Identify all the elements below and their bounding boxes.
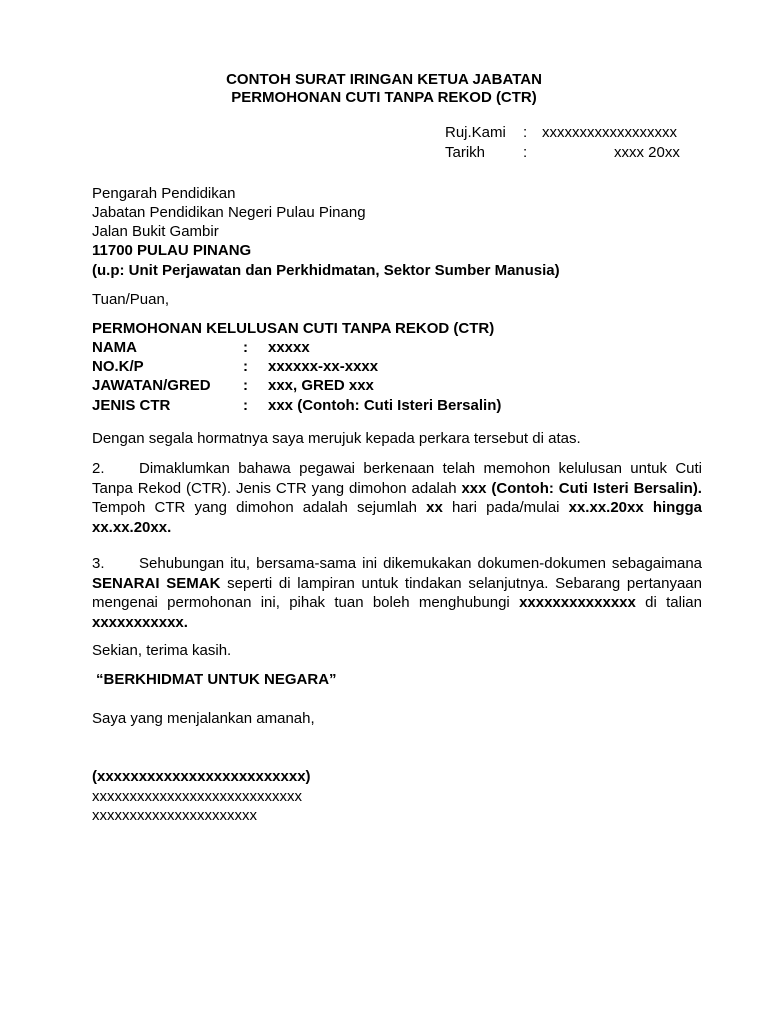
tarikh-colon: : — [523, 144, 528, 161]
field-value-nokp: xxxxxx-xx-xxxx — [268, 358, 379, 375]
signatory-position: xxxxxxxxxxxxxxxxxxxxxxxxxxxx — [92, 788, 302, 805]
paragraph-text: Sehubungan itu, bersama-sama ini dikemukakan dokumen-dokumen sebagaimana — [139, 555, 702, 572]
recipient-line3: Jalan Bukit Gambir — [92, 223, 219, 240]
field-colon: : — [243, 339, 248, 356]
paragraph-bold-text: xx — [426, 499, 443, 516]
ruj-label: Ruj.Kami — [445, 124, 506, 141]
paragraph-number: 3. — [92, 555, 105, 572]
paragraph-bold-text: xxxxxxxxxxx. — [92, 613, 188, 631]
paragraph-bold-text: xxxxxxxxxxxxxx — [519, 594, 636, 611]
field-colon: : — [243, 358, 248, 375]
field-label-nokp: NO.K/P — [92, 358, 144, 375]
field-value-jenis-ctr: xxx (Contoh: Cuti Isteri Bersalin) — [268, 397, 502, 414]
field-label-jenis-ctr: JENIS CTR — [92, 397, 171, 414]
paragraph-text: Tempoh CTR yang dimohon adalah sejumlah — [92, 499, 427, 516]
paragraph-3 — [92, 554, 702, 632]
paragraph-text: di talian — [635, 594, 702, 611]
closing-amanah: Saya yang menjalankan amanah, — [92, 710, 315, 727]
tarikh-label: Tarikh — [445, 144, 486, 161]
subject-heading: PERMOHONAN KELULUSAN CUTI TANPA REKOD (CTR) — [92, 320, 495, 337]
letter-title-line1: CONTOH SURAT IRINGAN KETUA JABATAN — [226, 71, 542, 88]
field-colon: : — [243, 377, 248, 394]
paragraph-bold-text: xxx (Contoh: Cuti Isteri Bersalin). — [461, 479, 702, 497]
closing-motto: “BERKHIDMAT UNTUK NEGARA” — [96, 671, 337, 688]
paragraph-text: hari pada/mulai — [442, 499, 569, 516]
paragraph-text: Dimaklumkan bahawa pegawai berkenaan telah memohon kelulusan untuk Cuti Tanpa Rekod (CTR). Jenis CTR yang dimohon adalah — [92, 460, 702, 497]
field-label-jawatan: JAWATAN/GRED — [92, 377, 211, 394]
recipient-attention: (u.p: Unit Perjawatan dan Perkhidmatan, Sektor Sumber Manusia) — [92, 262, 560, 279]
paragraph-number: 2. — [92, 460, 105, 477]
salutation: Tuan/Puan, — [92, 291, 169, 308]
closing-thanks: Sekian, terima kasih. — [92, 642, 232, 659]
field-label-nama: NAMA — [92, 339, 137, 356]
field-value-jawatan: xxx, GRED xxx — [268, 377, 374, 394]
ruj-colon: : — [523, 124, 528, 141]
signatory-department: xxxxxxxxxxxxxxxxxxxxxx — [92, 807, 257, 824]
paragraph-bold-text: SENARAI SEMAK — [92, 574, 221, 592]
ruj-value: xxxxxxxxxxxxxxxxxx — [542, 124, 677, 141]
field-value-nama: xxxxx — [268, 339, 310, 356]
signatory-name: (xxxxxxxxxxxxxxxxxxxxxxxxx) — [92, 768, 311, 785]
letter-title-line2: PERMOHONAN CUTI TANPA REKOD (CTR) — [231, 89, 537, 106]
recipient-postcode: 11700 PULAU PINANG — [92, 242, 252, 259]
paragraph-bold-text: xx.xx.20xx hingga xx.xx.20xx. — [92, 499, 702, 536]
paragraph-2 — [92, 459, 702, 537]
recipient-line1: Pengarah Pendidikan — [92, 185, 236, 202]
tarikh-value: xxxx 20xx — [614, 144, 680, 161]
recipient-line2: Jabatan Pendidikan Negeri Pulau Pinang — [92, 204, 366, 221]
paragraph-text: seperti di lampiran untuk tindakan selanjutnya. Sebarang pertanyaan mengenai permohonan ini, pihak tuan boleh menghubungi — [92, 574, 702, 611]
field-colon: : — [243, 397, 248, 414]
intro-paragraph: Dengan segala hormatnya saya merujuk kepada perkara tersebut di atas. — [92, 430, 581, 447]
